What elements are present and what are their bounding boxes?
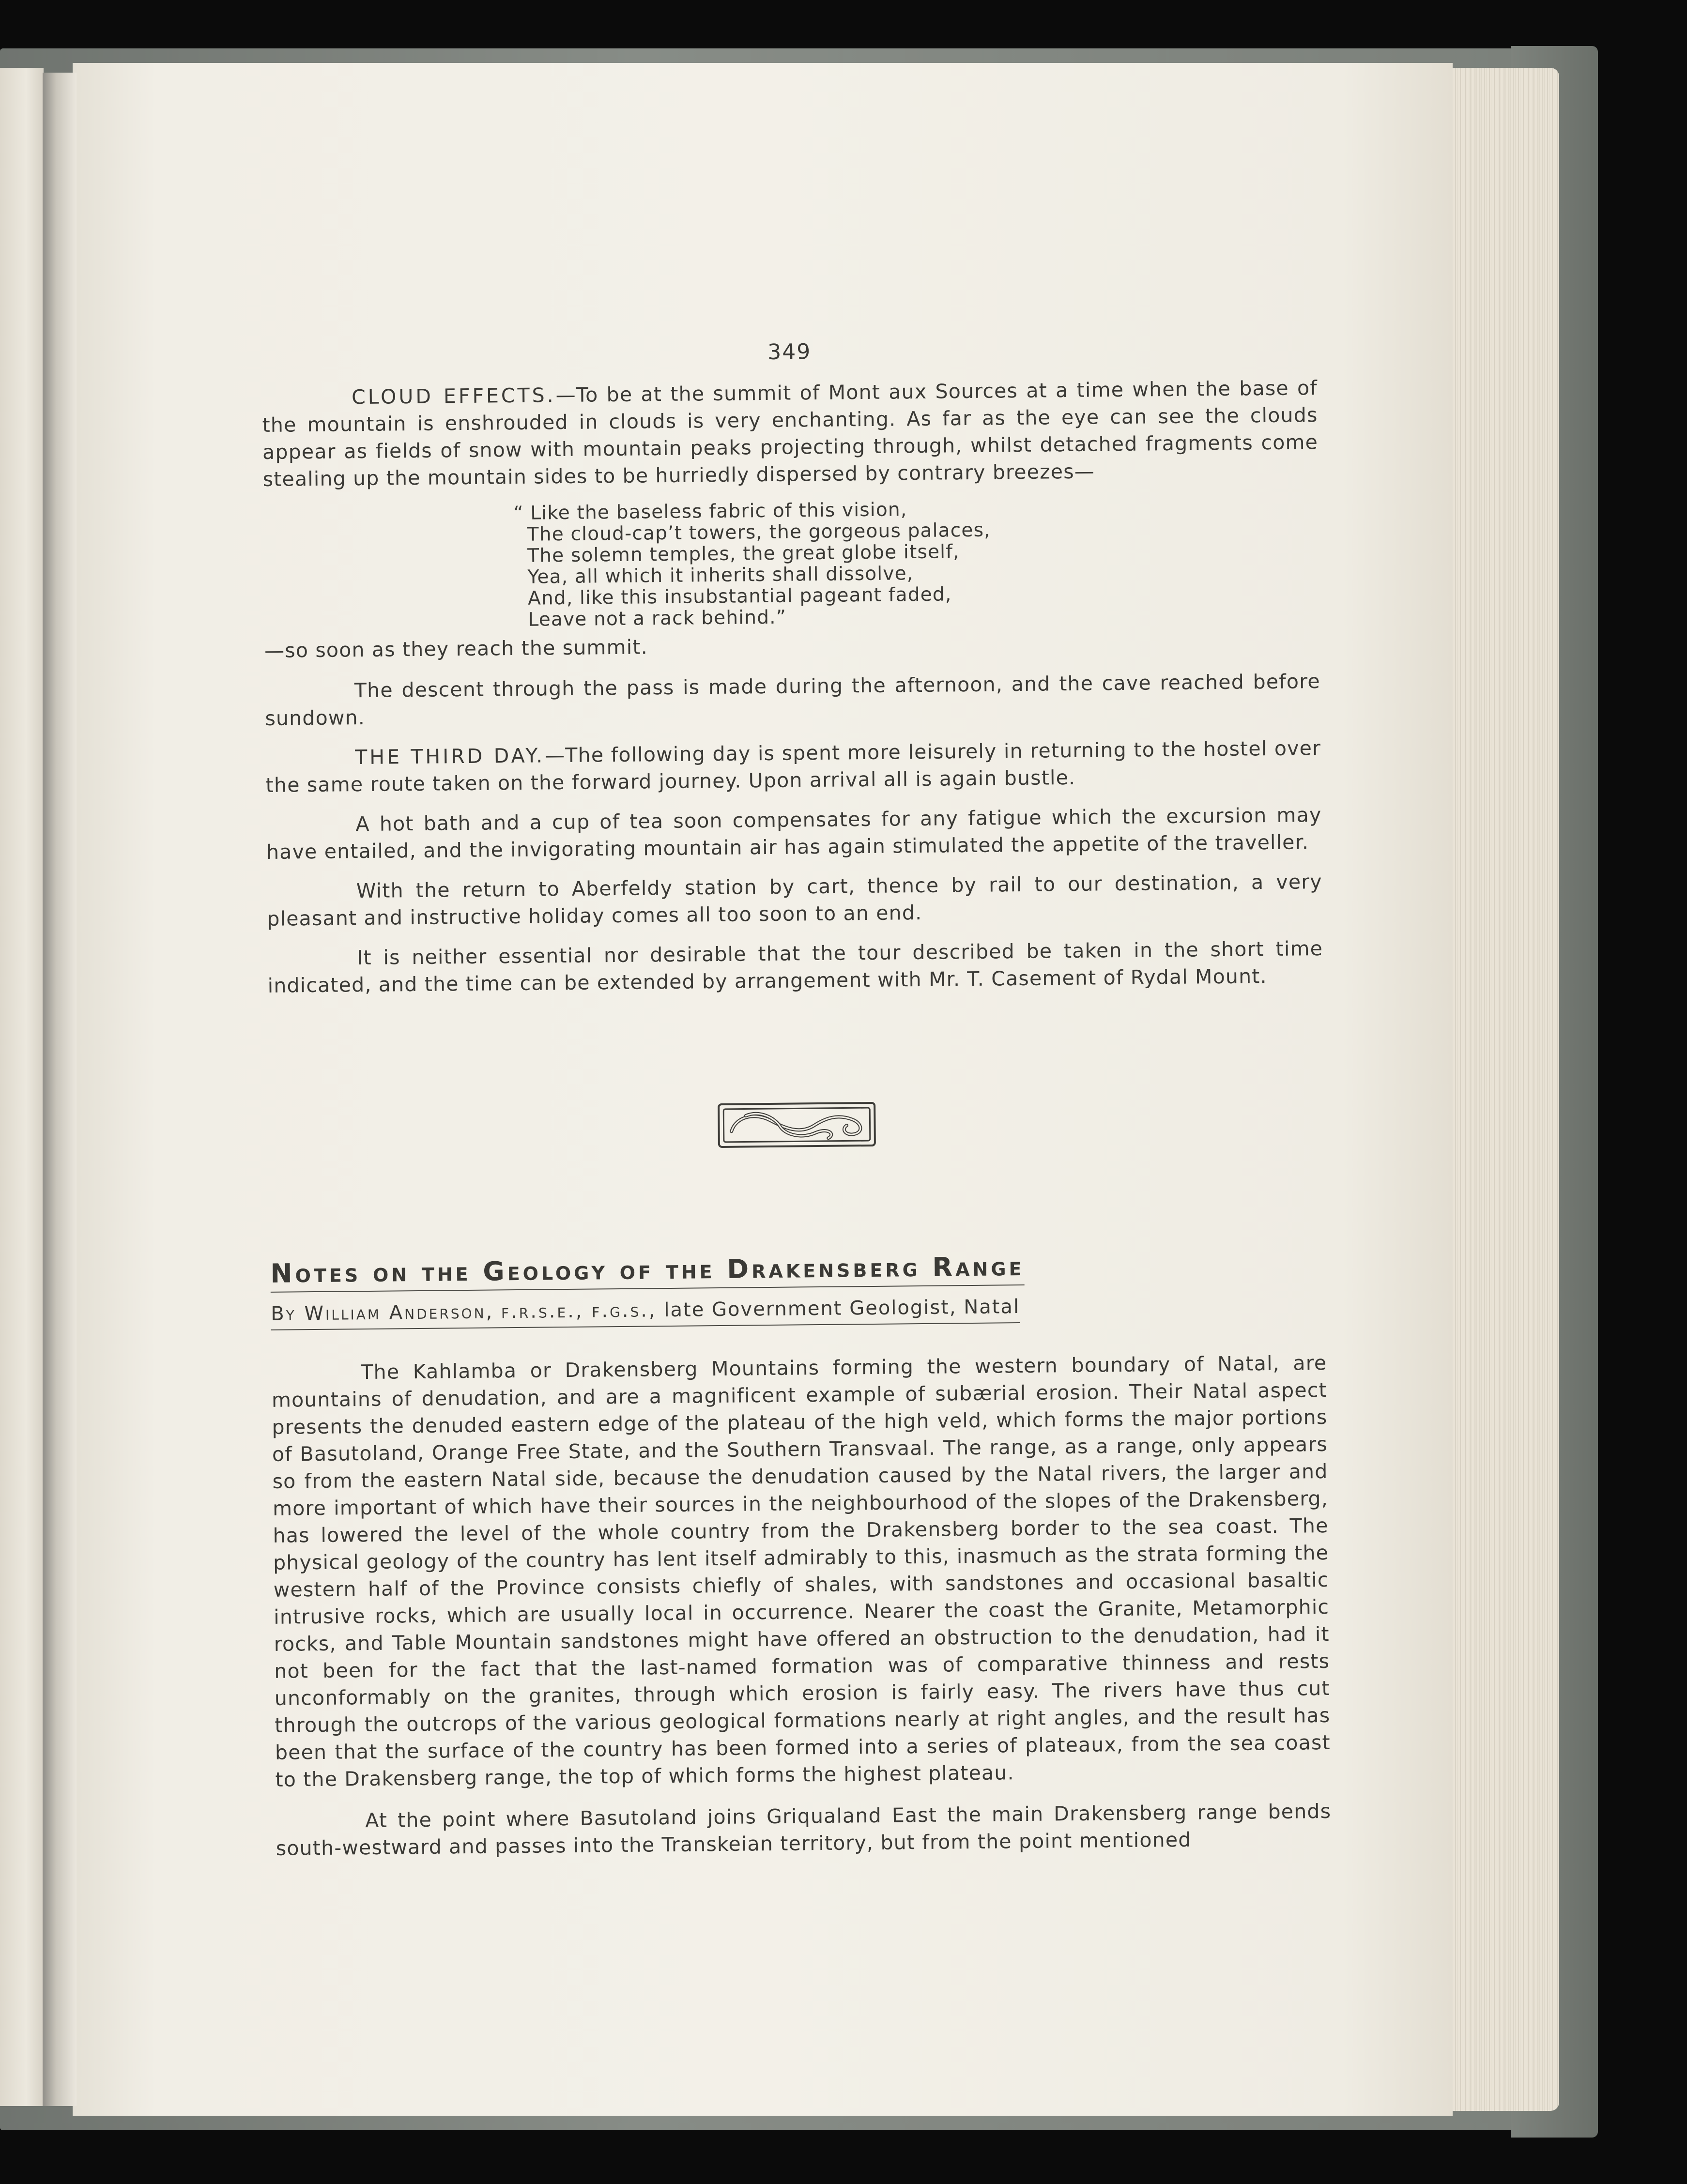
ornament-container [269,1096,1325,1161]
book-page [73,63,1453,2116]
descent-paragraph: The descent through the pass is made during the afternoon, and the cave reached before sundown. [265,670,1321,730]
poem-line: And, like this insubstantial pageant faded, [527,583,952,610]
return-paragraph: With the return to Aberfeldy station by cart, thence by rail to our destination, a very pleasant and instructive holiday comes all too soon to an end. [267,870,1322,931]
celtic-knot-ornament-icon [717,1100,877,1150]
tour-paragraph: It is neither essential nor desirable that the tour described be taken in the short time indicated, and the time can be extended by arrangement with Mr. T. Casement of Rydal Mount. [267,937,1323,997]
article-byline [271,1293,1020,1330]
article-title: Notes on the Geology of the Drakensberg Range [270,1251,1025,1293]
page-content [261,334,1332,1877]
article-body [271,1349,1332,1862]
byline-wrap [271,1283,1327,1359]
poem-line: Leave not a rack behind.” [528,606,787,631]
cloud-effects-paragraph [262,374,1319,493]
cloud-effects-heading: CLOUD EFFECTS. [351,383,556,409]
author-name: By William Anderson, [271,1300,494,1325]
author-role: late Government Geologist, Natal [657,1296,1020,1322]
book-gutter [43,73,77,2106]
hot-bath-paragraph: A hot bath and a cup of tea soon compensates for any fatigue which the excursion may have entailed, and the invigorating mountain air has again stimulated the appetite of the traveller. [266,803,1322,864]
facing-page [0,68,44,2106]
poem-quote [513,495,1319,631]
poem-after-text: —so soon as they reach the summit. [264,635,648,662]
poem-line: The cloud-cap’t towers, the gorgeous palaces, [527,519,991,546]
third-day-paragraph [265,734,1321,799]
third-day-heading: THE THIRD DAY. [354,744,545,769]
author-credentials: f.r.s.e., f.g.s., [501,1299,657,1323]
cloud-effects-text: —To be at the summit of Mont aux Sources at a time when the base of the mountain is enshrouded in clouds is very enchanting. As far as the eye can see the clouds appear as fields of snow with mountain peaks projecting through, whilst detached fragments come stealing up the mountain sides to be hurriedly dispersed by contrary breezes— [262,376,1319,491]
geology-paragraph-1: The Kahlamba or Drakensberg Mountains forming the western boundary of Natal, are mountains of denudation, and are a magnificent example of subærial erosion. Their Natal aspect presents the denuded eastern edge of the plateau of the high veld, which forms the major portions of Basutoland, Orange Free State, and the Southern Transvaal. The range, as a range, only appears so from the eastern Natal side, because the denudation caused by the Natal rivers, the larger and more important of which have their sources in the neighbourhood of the slopes of the Drakensberg, has lowered the level of the whole country from the Drakensberg border to the sea coast. The physical geology of the country has lent itself admirably to this, inasmuch as the strata forming the western half of the Province consists chiefly of shales, with sandstones and occasional basaltic intrusive rocks, which are usually local in occurrence. Nearer the coast the Granite, Metamorphic rocks, and Table Mountain sandstones might have offered an obstruction to the denudation, had it not been for the fact that the last-named formation was of comparative thinness and rests unconformably on the granites, through which erosion is fairly easy. The rivers have thus cut through the outcrops of the various geological formations nearly at right angles, and the result has been that the surface of the country has been formed into a series of plateaux, from the sea coast to the Drakensberg range, the top of which forms the highest plateau. [271,1351,1331,1791]
poem-line: “ Like the baseless fabric of this vision, [513,499,907,525]
page-number: 349 [767,339,812,365]
poem-line: The solemn temples, the great globe itself, [527,541,960,567]
geology-paragraph-2: At the point where Basutoland joins Griqualand East the main Drakensberg range bends south-westward and passes into the Transkeian territory, but from the point mentioned [276,1799,1332,1860]
poem-line: Yea, all which it inherits shall dissolve, [527,563,914,588]
third-day-text: —The following day is spent more leisurely in returning to the hostel over the same route taken on the forward journey. Upon arrival all is again bustle. [265,736,1321,797]
